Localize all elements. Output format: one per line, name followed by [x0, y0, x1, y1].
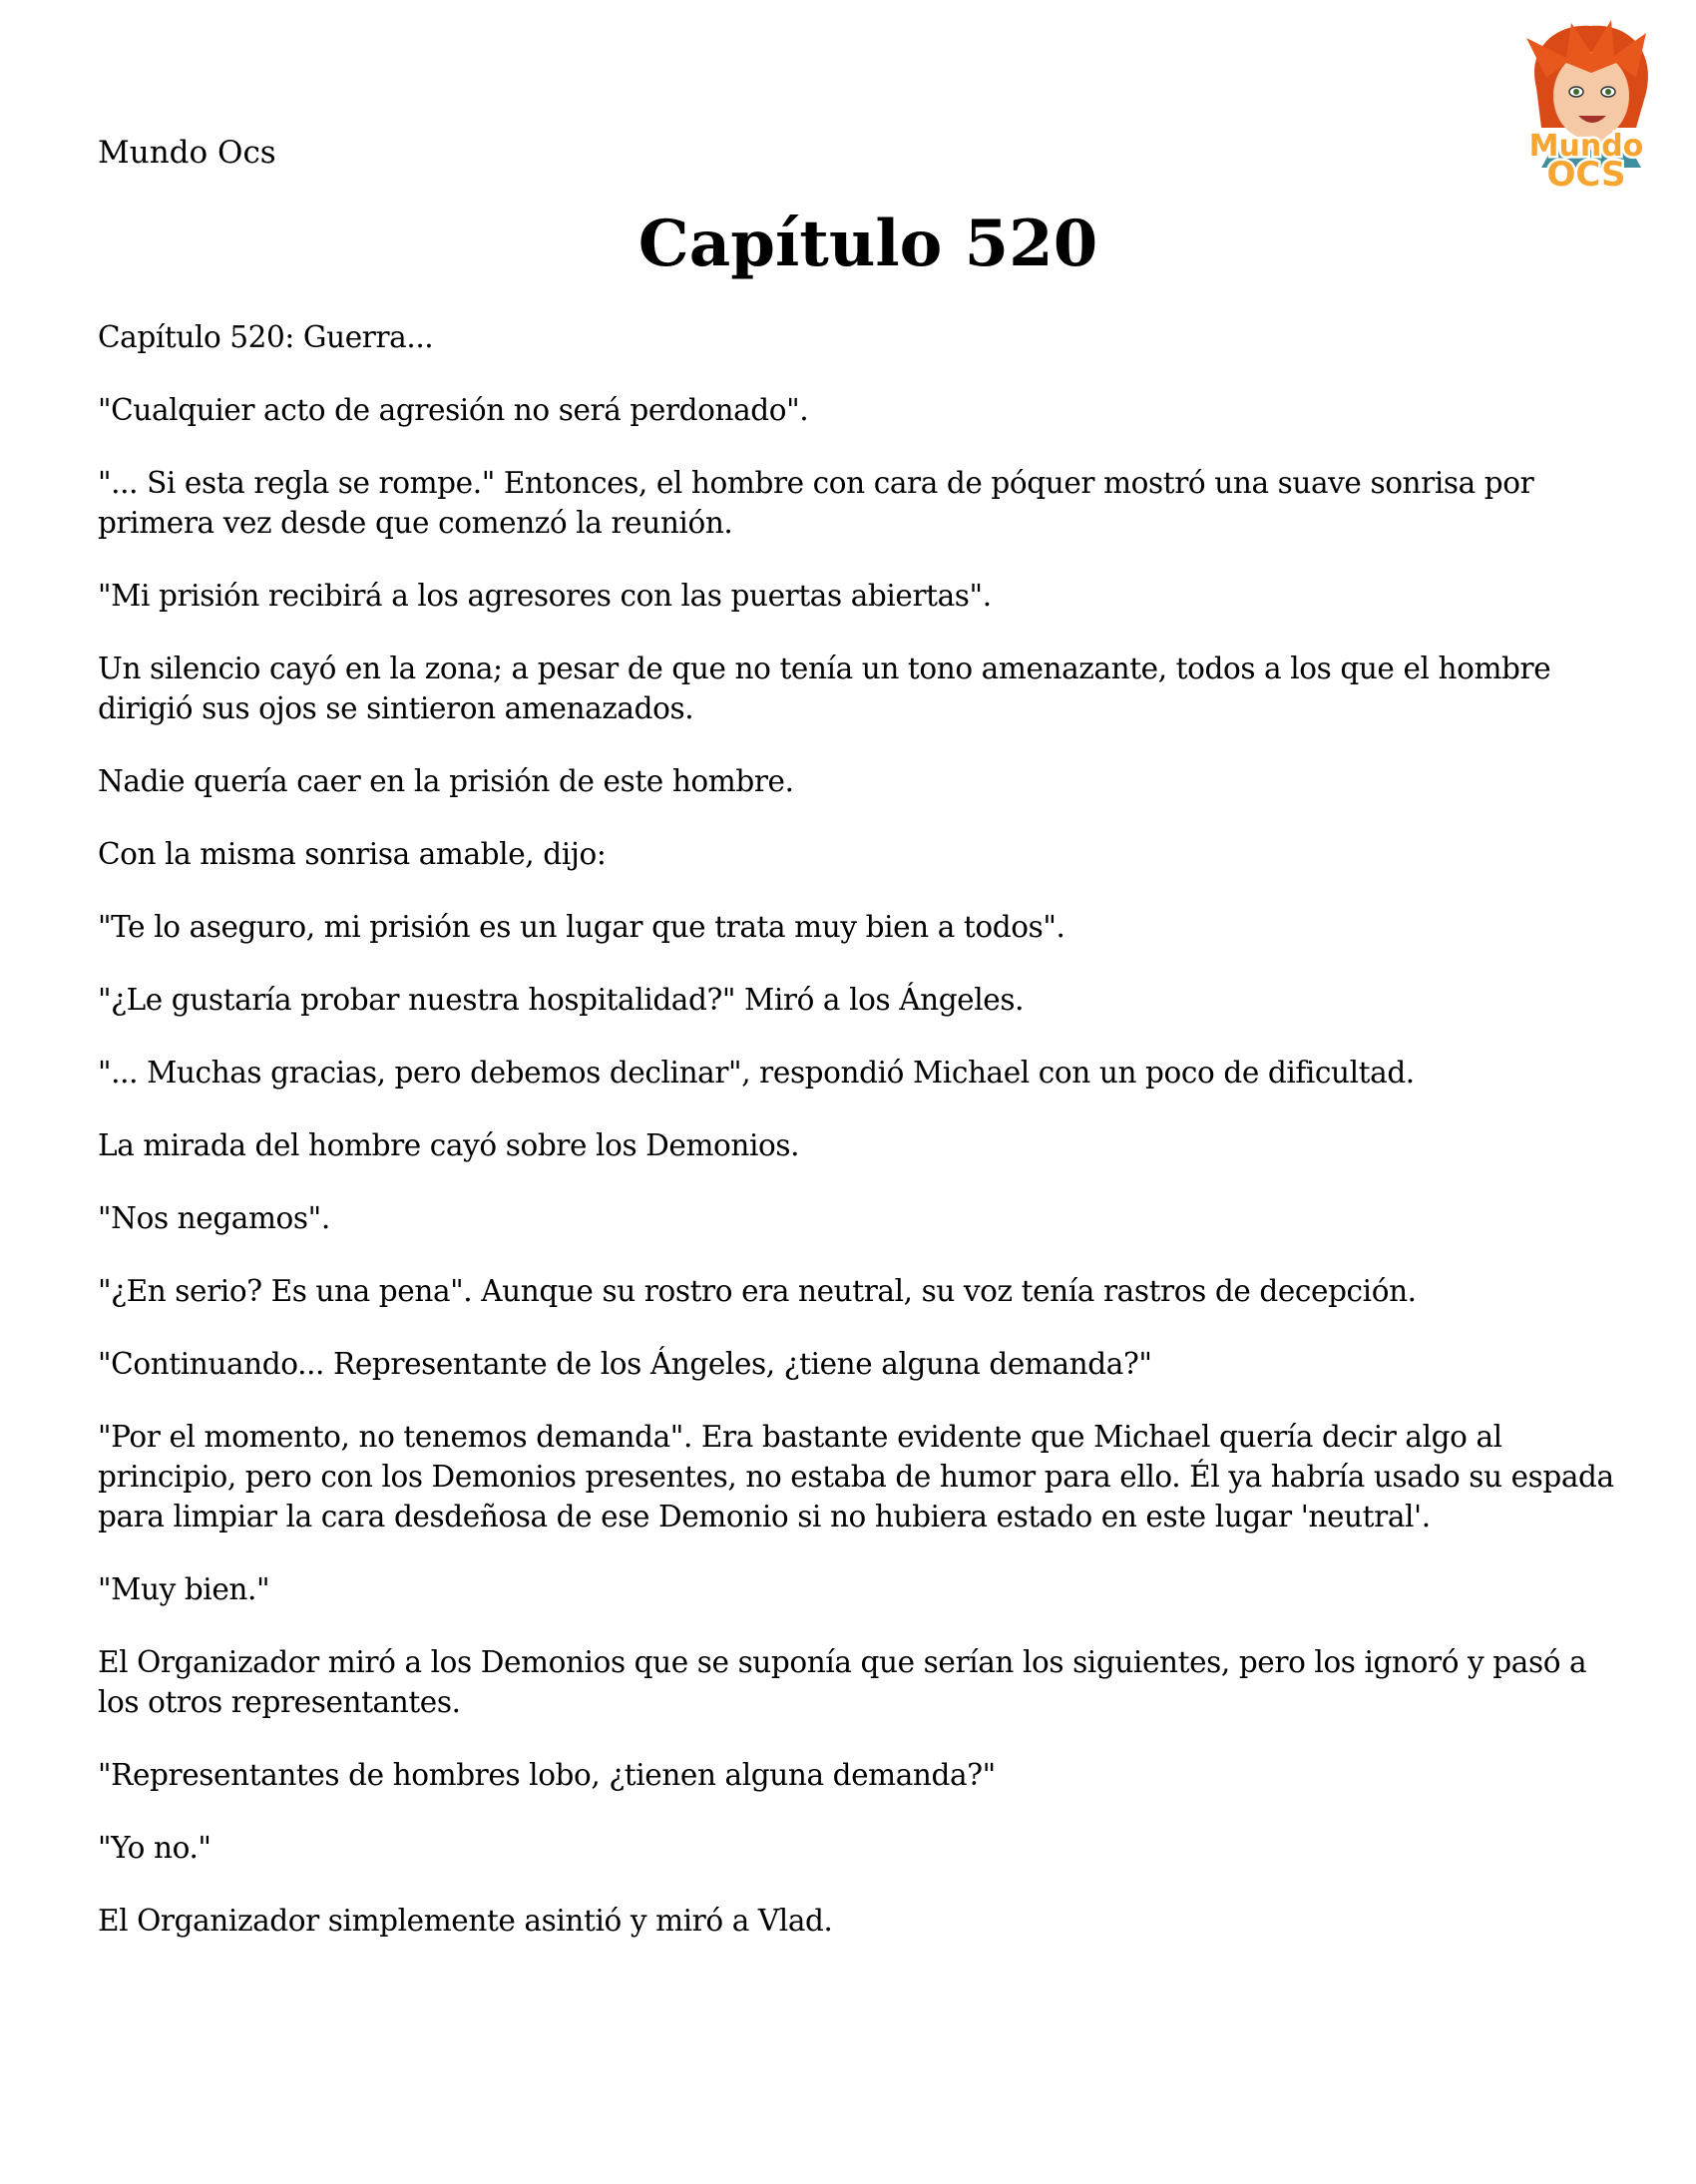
paragraph: "Representantes de hombres lobo, ¿tienen alguna demanda?"	[98, 1758, 996, 1792]
paragraph: "Yo no."	[98, 1831, 212, 1865]
paragraph: "Mi prisión recibirá a los agresores con las puertas abiertas".	[98, 579, 992, 613]
paragraph: Nadie quería caer en la prisión de este hombre.	[98, 764, 794, 798]
paragraph: "... Si esta regla se rompe." Entonces, el hombre con cara de póquer mostró una suave sonrisa por primera vez desde que comenzó la reunión.	[98, 466, 1534, 540]
logo-text-ocs: OCS	[1546, 155, 1626, 193]
paragraph: "Nos negamos".	[98, 1201, 330, 1235]
paragraph: "¿Le gustaría probar nuestra hospitalidad?" Miró a los Ángeles.	[98, 983, 1025, 1017]
paragraph: Un silencio cayó en la zona; a pesar de que no tenía un tono amenazante, todos a los que el hombre dirigió sus ojos se sintieron amenazados.	[98, 652, 1551, 725]
paragraph: Con la misma sonrisa amable, dijo:	[98, 837, 607, 871]
paragraph: "Te lo aseguro, mi prisión es un lugar que trata muy bien a todos".	[98, 910, 1065, 944]
site-name: Mundo Ocs	[98, 135, 276, 171]
paragraph: "Por el momento, no tenemos demanda". Era bastante evidente que Michael quería decir algo al principio, pero con los Demonios presentes, no estaba de humor para ello. Él ya habría usado su espada para limpiar la cara desdeñosa de ese Demonio si no hubiera estado en este lugar 'neutral'.	[98, 1420, 1614, 1533]
paragraph: La mirada del hombre cayó sobre los Demonios.	[98, 1128, 800, 1162]
paragraph: "... Muchas gracias, pero debemos declinar", respondió Michael con un poco de dificultad.	[98, 1056, 1415, 1090]
chapter-title: Capítulo 520	[637, 207, 1098, 281]
paragraph: "Cualquier acto de agresión no será perdonado".	[98, 393, 809, 427]
mundo-ocs-logo	[1496, 18, 1676, 193]
paragraph: "Continuando... Representante de los Ángeles, ¿tiene alguna demanda?"	[98, 1347, 1152, 1381]
chapter-body	[98, 317, 1624, 1973]
paragraph: El Organizador miró a los Demonios que se suponía que serían los siguientes, pero los ignoró y pasó a los otros representantes.	[98, 1645, 1587, 1719]
paragraph: El Organizador simplemente asintió y miró a Vlad.	[98, 1904, 833, 1938]
paragraph: "¿En serio? Es una pena". Aunque su rostro era neutral, su voz tenía rastros de decepción.	[98, 1274, 1417, 1308]
paragraph: Capítulo 520: Guerra...	[98, 320, 434, 354]
paragraph: "Muy bien."	[98, 1572, 270, 1606]
logo-text-mundo: Mundo	[1528, 129, 1644, 164]
